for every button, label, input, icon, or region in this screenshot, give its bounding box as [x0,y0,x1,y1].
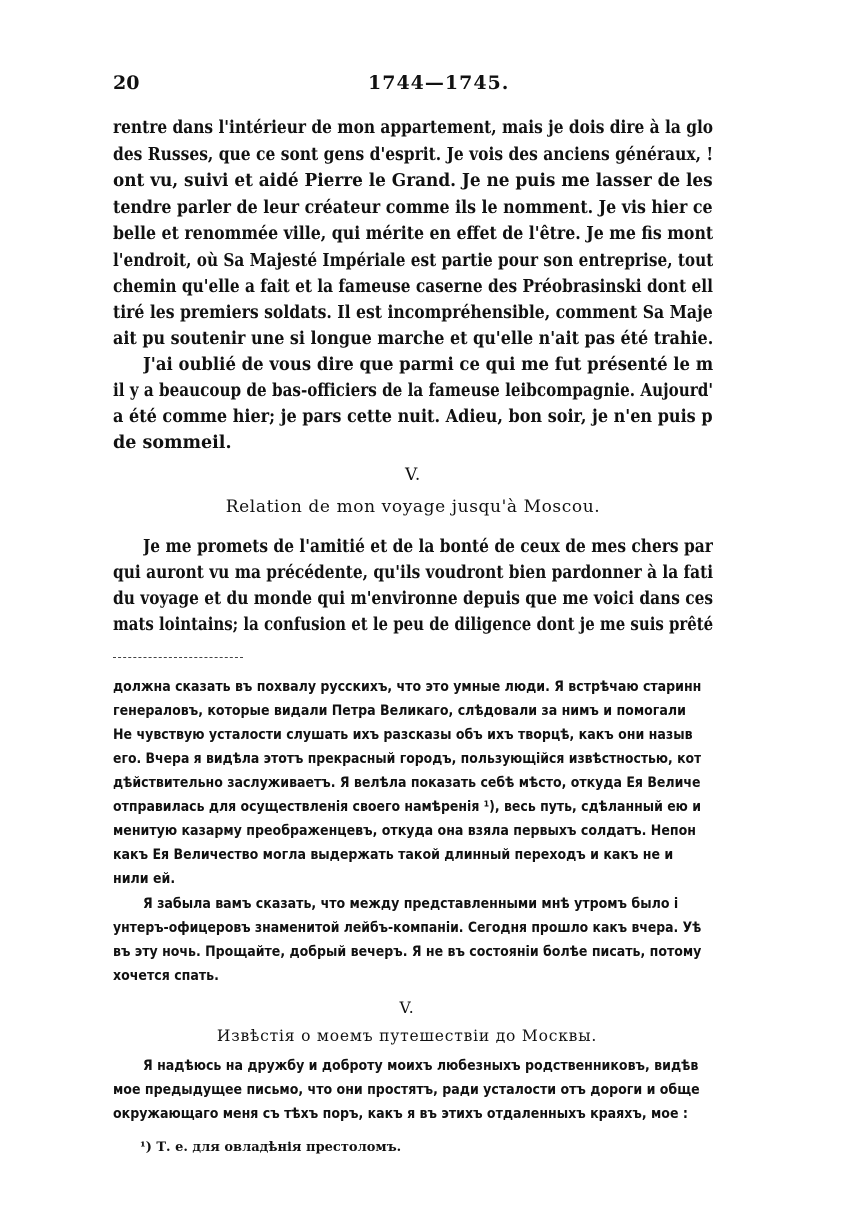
footnote-divider [113,657,243,658]
french-line: l'endroit, où Sa Majesté Impériale est partie pour son entreprise, tout [113,251,713,271]
russian-line: какъ Ея Величество могла выдержать такой длинный переходъ и какъ не и [113,847,674,863]
french-line: des Russes, que ce sont gens d'esprit. Je vois des anciens généraux, ! [113,145,713,165]
russian-line: генераловъ, которые видали Петра Великаго, слѣдовали за нимъ и помогали [113,703,686,719]
russian-line: менитую казарму преображенцевъ, откуда она взяла первыхъ солдатъ. Непон [113,823,696,839]
russian-line: должна сказать въ похвалу русскихъ, что это умные люди. Я встрѣчаю старинн [113,679,701,695]
french-section-title: Relation de mon voyage jusqu'à Moscou. [225,497,601,517]
russian-section-number: V. [399,999,415,1017]
french-line: belle et renommée ville, qui mérite en effet de l'être. Je me fis mont [113,224,713,244]
footnote: ¹) Т. е. для овладѣнія престоломъ. [140,1140,402,1155]
running-header-years: 1744—1745. [368,72,510,94]
french-line: Je me promets de l'amitié et de la bonté de ceux de mes chers par [143,537,713,557]
russian-line: нили ей. [113,871,176,887]
french-line: du voyage et du monde qui m'environne depuis que me voici dans ces [113,589,713,609]
russian-line: окружающаго меня съ тѣхъ поръ, какъ я въ этихъ отдаленныхъ краяхъ, мое : [113,1106,688,1122]
french-line: ont vu, suivi et aidé Pierre le Grand. Je ne puis me lasser de les [113,171,713,191]
french-line: chemin qu'elle a fait et la fameuse caserne des Préobrasinski dont ell [113,277,713,297]
russian-section-title: Извѣстія о моемъ путешествіи до Москвы. [216,1027,598,1045]
russian-line: хочется спать. [113,968,219,984]
french-line: qui auront vu ma précédente, qu'ils voudront bien pardonner à la fati [113,563,713,583]
french-line: tiré les premiers soldats. Il est incompréhensible, comment Sa Maje [113,303,713,323]
russian-line: Не чувствую усталости слушать ихъ разсказы объ ихъ творцѣ, какъ они назыв [113,727,693,743]
french-section-number: V. [405,465,421,485]
page-number: 20 [113,72,140,94]
french-line: rentre dans l'intérieur de mon appartement, mais je dois dire à la glo [113,118,713,138]
french-line: a été comme hier; je pars cette nuit. Adieu, bon soir, je n'en puis p [113,407,713,427]
russian-line: въ эту ночь. Прощайте, добрый вечеръ. Я не въ состояніи болѣе писать, потому [113,944,701,960]
french-line: tendre parler de leur créateur comme ils le nomment. Je vis hier ce [113,198,713,218]
russian-line: мое предыдущее письмо, что они простятъ, ради усталости отъ дороги и обще [113,1082,700,1098]
french-line: ait pu soutenir une si longue marche et qu'elle n'ait pas été trahie. [113,329,713,349]
french-line: de sommeil. [113,433,232,453]
french-line: J'ai oublié de vous dire que parmi ce qui me fut présenté le m [143,355,713,375]
russian-line: отправилась для осуществленія своего намѣренія ¹), весь путь, сдѣланный ею и [113,799,701,815]
russian-line: его. Вчера я видѣла этотъ прекрасный городъ, пользующійся извѣстностью, кот [113,751,701,767]
russian-line: Я надѣюсь на дружбу и доброту моихъ любезныхъ родственниковъ, видѣв [143,1058,699,1074]
russian-line: Я забыла вамъ сказать, что между представленными мнѣ утромъ было і [143,896,679,912]
russian-line: дѣйствительно заслуживаетъ. Я велѣла показать себѣ мѣсто, откуда Ея Величе [113,775,701,791]
russian-line: унтеръ-офицеровъ знаменитой лейбъ-компаніи. Сегодня прошло какъ вчера. Уѣ [113,920,701,936]
french-line: mats lointains; la confusion et le peu de diligence dont je me suis prêté [113,615,713,635]
french-line: il y a beaucoup de bas-officiers de la fameuse leibcompagnie. Aujourd' [113,381,713,401]
